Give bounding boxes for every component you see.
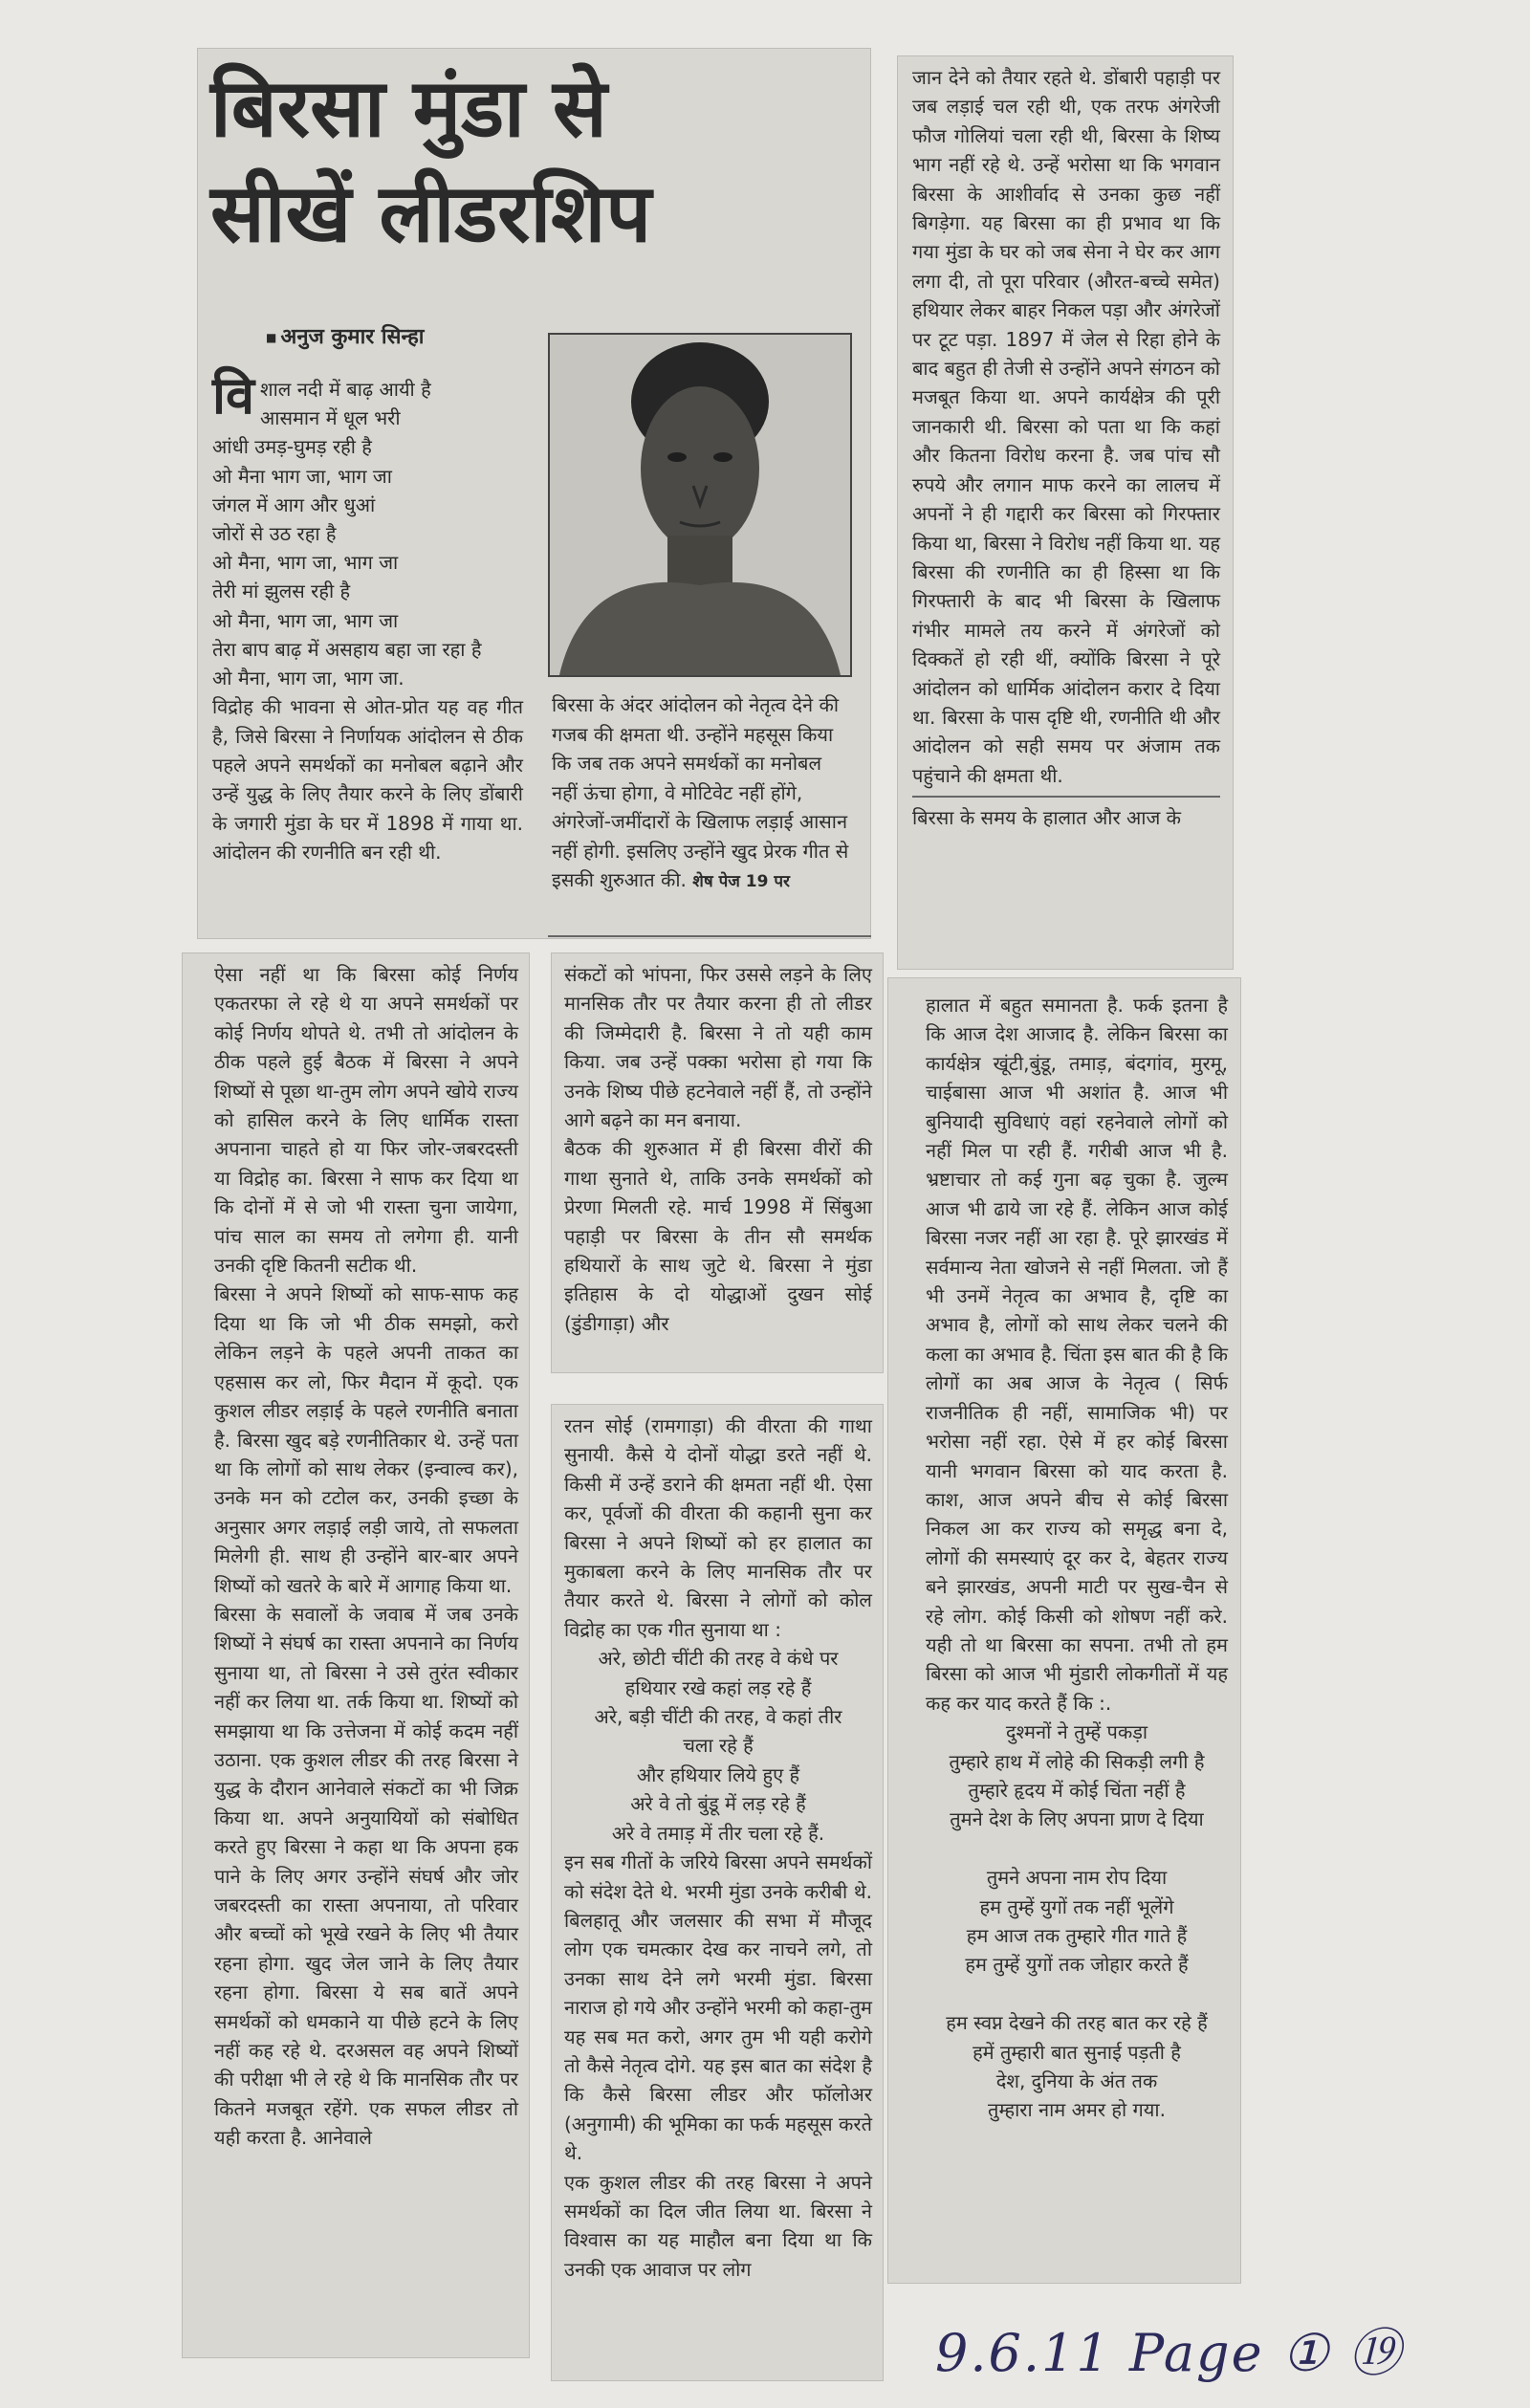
byline: ■ अनुज कुमार सिन्हा (266, 321, 424, 350)
closing-poem-line: तुमने अपना नाम रोप दिया (986, 1866, 1168, 1890)
middle-bottom-text-1: रतन सोई (रामगाड़ा) की वीरता की गाथा सुनायी. कैसे ये दोनों योद्धा डरते नहीं थे. किसी में उन्हें डराने की क्षमता नहीं थी. ऐसा कर, पूर्वजों की वीरता की कहानी सुना कर बिरसा ने अपने शिष्यों को हर हालात का मुकाबला करने के लिए मानसिक तौर पर तैयार करते थे. बिरसा ने लोगों को कोल विद्रोह का एक गीत सुनाया था : (564, 1414, 872, 1641)
closing-poem-line (926, 1980, 1228, 2008)
portrait-image (550, 335, 850, 675)
middle-top-clipping (551, 952, 884, 1373)
headline-line-1: बिरसा मुंडा से (210, 61, 607, 155)
song-line: अरे वे तमाड़ में तीर चला रहे हैं. (611, 1821, 825, 1845)
handwritten-date-note: 9.6.11 Page ① ⑲ (935, 2323, 1403, 2383)
closing-poem-line: हम आज तक तुम्हारे गीत गाते हैं (966, 1924, 1188, 1947)
photo-caption (552, 690, 853, 897)
closing-poem-line: तुम्हारे हाथ में लोहे की सिकड़ी लगी है (949, 1749, 1205, 1773)
right-top-rule (912, 796, 1220, 798)
right-top-clipping (897, 55, 1234, 970)
headline (210, 55, 870, 266)
poem-line: ओ मैना, भाग जा, भाग जा (212, 608, 399, 632)
closing-poem-line (926, 1834, 1228, 1863)
middle-bottom-text-2: इन सब गीतों के जरिये बिरसा अपने समर्थकों को संदेश देते थे. भरमी मुंडा उनके करीबी थे. बिलहातू और जलसार की सभा में मौजूद लोग एक चमत्कार देख कर नाचने लगे, तो उनका साथ देने लगे भरमी मुंडा. बिरसा नाराज हो गये और उन्होंने भरमी को कहा-तुम यह सब मत करो, अगर तुम भी यही करोगे तो कैसे नेतृत्व दोगे. यह इस बात का संदेश है कि कैसे बिरसा लीडर और फॉलोअर (अनुगामी) की भूमिका का फर्क महसूस करते थे. एक कुशल लीडर की तरह बिरसा ने अपने समर्थकों का दिल जीत लिया था. बिरसा ने विश्वास का यह माहौल बना दिया था कि उनकी एक आवाज पर लोग (564, 1850, 872, 2281)
song-line: अरे वे तो बुंडू में लड़ रहे हैं (630, 1792, 806, 1816)
headline-line-2: सीखें लीडरशिप (210, 166, 652, 260)
closing-poem-line: हम तुम्हें युगों तक जोहार करते हैं (965, 1953, 1189, 1977)
poem-line: जंगल में आग और धुआं (212, 493, 376, 516)
continued-note: शेष पेज 19 पर (692, 872, 790, 891)
caption-rule (548, 935, 871, 937)
left-column-clipping (182, 952, 530, 2358)
middle-bottom-clipping (551, 1404, 884, 2381)
right-bottom-text: हालात में बहुत समानता है. फर्क इतना है कि आज देश आजाद है. लेकिन बिरसा का कार्यक्षेत्र खूंटी,बुंडू, तमाड़, बंदगांव, मुरमू, चाईबासा आज भी अशांत है. आज भी बुनियादी सुविधाएं वहां रहनेवाले लोगों को नहीं मिल पा रही हैं. गरीबी आज भी है. भ्रष्टाचार तो कई गुना बढ़ चुका है. जुल्म आज भी ढाये जा रहे हैं. लेकिन आज कोई बिरसा नजर नहीं आ रहा है. पूरे झारखंड में सर्वमान्य नेता खोजने से नहीं मिलता. जो हैं भी उनमें नेतृत्व का अभाव है, दृष्टि का अभाव है, लोगों को साथ लेकर चलने की कला का अभाव है. चिंता इस बात की है कि लोगों का अब आज के नेतृत्व ( सिर्फ राजनीतिक ही नहीं, सामाजिक भी) पर भरोसा नहीं रहा. ऐसे में हर कोई बिरसा यानी भगवान बिरसा को याद करता है. काश, आज अपने बीच से कोई बिरसा निकल आ कर राज्य को समृद्ध बना दे, लोगों की समस्याएं दूर कर दे, बेहतर राज्य बने झारखंड, अपनी माटी पर सुख-चैन से रहे लोग. कोई किसी को शोषण नहीं करे. यही तो था बिरसा का सपना. तभी तो हम बिरसा को आज भी मुंडारी लोकगीतों में यह कह कर याद करते हैं कि :. (926, 994, 1228, 1715)
song-lines (564, 1644, 872, 1848)
left-column-text: ऐसा नहीं था कि बिरसा कोई निर्णय एकतरफा ले रहे थे या अपने समर्थकों पर कोई निर्णय थोपते थे. तभी तो आंदोलन के ठीक पहले हुई बैठक में बिरसा ने अपने शिष्यों से पूछा था-तुम लोग अपने खोये राज्य को हासिल करने के लिए धार्मिक रास्ता अपनाना चाहते हो या फिर जोर-जबरदस्ती या विद्रोह का. बिरसा ने साफ कर दिया था कि दोनों में से जो भी रास्ता चुना जायेगा, पांच साल का समय तो लगेगा ही. यानी उनकी दृष्टि कितनी सटीक थी. बिरसा ने अपने शिष्यों को साफ-साफ कह दिया था कि जो भी ठीक समझो, करो लेकिन लड़ने के पहले अपनी ताकत का एहसास कर लो, फिर मैदान में कूदो. एक कुशल लीडर लड़ाई के पहले रणनीति बनाता है. बिरसा खुद बड़े रणनीतिकार थे. उन्हें पता था कि लोगों को साथ लेकर (इन्वाल्व कर), उनके मन को टटोल कर, उनकी इच्छा के अनुसार अगर लड़ाई लड़ी जाये, तो सफलता मिलेगी ही. साथ ही उन्होंने बार-बार अपने शिष्यों को खतरे के बारे में आगाह किया था. बिरसा के सवालों के जवाब में जब उनके शिष्यों ने संघर्ष का रास्ता अपनाने का निर्णय सुनाया था, तो बिरसा ने उसे तुरंत स्वीकार नहीं कर लिया था. तर्क किया था. शिष्यों को समझाया था कि उत्तेजना में कोई कदम नहीं उठाना. एक कुशल लीडर की तरह बिरसा ने युद्ध के दौरान आनेवाले संकटों का भी जिक्र किया था. अपने अनुयायियों को संबोधित करते हुए बिरसा ने कहा था कि अपना हक पाने के लिए अगर उन्होंने संघर्ष और जोर जबरदस्ती का रास्ता अपनाया, तो परिवार और बच्चों को भूखे रखने के लिए भी तैयार रहना होगा. खुद जेल जाने के लिए तैयार रहना होगा. बिरसा ये सब बातें अपने समर्थकों को धमकाने या पीछे हटने के लिए नहीं कह रहे थे. दरअसल वह अपने शिष्यों की परीक्षा भी ले रहे थे कि मानसिक तौर पर कितने मजबूत रहेंगे. एक सफल लीडर तो यही करता है. आनेवाले (214, 963, 518, 2150)
song-line: अरे, बड़ी चींटी की तरह, वे कहां तीर (594, 1705, 842, 1729)
closing-poem-line: तुमने देश के लिए अपना प्राण दे दिया (950, 1807, 1204, 1831)
poem-line: ओ मैना, भाग जा, भाग जा. (212, 667, 404, 690)
song-line: और हथियार लिये हुए हैं (636, 1762, 800, 1786)
closing-poem-line: हमें तुम्हारी बात सुनाई पड़ती है (973, 2040, 1181, 2064)
opening-poem (212, 365, 523, 867)
closing-poem-line: दुश्मनों ने तुम्हें पकड़ा (1005, 1720, 1148, 1744)
closing-poem (926, 1718, 1228, 2125)
poem-line: आंधी उमड़-घुमड़ रही है (212, 435, 372, 459)
middle-top-text: संकटों को भांपना, फिर उससे लड़ने के लिए मानसिक तौर पर तैयार करना ही तो लीडर की जिम्मेदारी है. बिरसा ने तो यही काम किया. जब उन्हें पक्का भरोसा हो गया कि उनके शिष्य पीछे हटनेवाले नहीं हैं, तो उन्होंने आगे बढ़ने का मन बनाया. बैठक की शुरुआत में ही बिरसा वीरों की गाथा सुनाते थे, ताकि उनके समर्थकों को प्रेरणा मिलती रहे. मार्च 1998 में सिंबुआ पहाड़ी पर बिरसा के तीन सौ समर्थक हथियारों के साथ जुटे थे. बिरसा ने मुंडा इतिहास के दो योद्धाओं दुखन सोई (डुंडीगाड़ा) और (564, 963, 872, 1335)
right-top-text: जान देने को तैयार रहते थे. डोंबारी पहाड़ी पर जब लड़ाई चल रही थी, एक तरफ अंगरेजी फौज गोलियां चला रही थी, बिरसा के शिष्य भाग नहीं रहे थे. उन्हें भरोसा था कि भगवान बिरसा के आशीर्वाद से उनका कुछ नहीं बिगड़ेगा. यह बिरसा का ही प्रभाव था कि गया मुंडा के घर को जब सेना ने घेर कर आग लगा दी, तो पूरा परिवार (औरत-बच्चे समेत) हथियार लेकर बाहर निकल पड़ा और अंगरेजों पर टूट पड़ा. 1897 में जेल से रिहा होने के बाद बहुत ही तेजी से उन्होंने अपने संगठन को मजबूत किया था. अपने कार्यक्षेत्र की पूरी जानकारी थी. बिरसा को पता था कि कहां और कितना विरोध करना है. जब पांच सौ रुपये और लगान माफ करने का लालच में अपनों ने ही गद्दारी कर बिरसा को गिरफ्तार किया था, बिरसा ने विरोध नहीं किया था. यह बिरसा की रणनीति का ही हिस्सा था कि गिरफ्तारी के बाद भी बिरसा के खिलाफ गंभीर मामले तय करने में अंगरेजों को दिक्कतें हो रही थीं, क्योंकि बिरसा ने पूरे आंदोलन को धार्मिक आंदोलन करार दे दिया था. बिरसा के पास दृष्टि थी, रणनीति थी और आंदोलन को सही समय पर अंजाम तक पहुंचाने की क्षमता थी. (912, 66, 1220, 787)
poem-line: तेरी मां झुलस रही है (212, 580, 351, 603)
right-bottom-clipping (887, 977, 1241, 2284)
drop-cap: वि (212, 365, 255, 426)
song-line: अरे, छोटी चींटी की तरह वे कंधे पर (598, 1647, 839, 1671)
poem-line: शाल नदी में बाढ़ आयी है (260, 378, 431, 401)
closing-poem-line: तुम्हारा नाम अमर हो गया. (988, 2098, 1166, 2122)
song-line: हथियार रखे कहां लड़ रहे हैं (624, 1675, 812, 1699)
poem-line: ओ मैना भाग जा, भाग जा (212, 464, 392, 488)
right-top-tail: बिरसा के समय के हालात और आज के (912, 806, 1182, 830)
closing-poem-line: देश, दुनिया के अंत तक (995, 2069, 1158, 2093)
poem-lines (212, 365, 523, 692)
poem-line: तेरा बाप बाढ़ में असहाय बहा जा रहा है (212, 637, 482, 661)
poem-line: जोरों से उठ रहा है (212, 522, 337, 546)
poem-line: आसमान में धूल भरी (260, 406, 401, 430)
caption-text: बिरसा के अंदर आंदोलन को नेतृत्व देने की गजब की क्षमता थी. उन्होंने महसूस किया कि जब तक अपने समर्थकों का मनोबल नहीं ऊंचा होगा, वे मोटिवेट नहीं होंगे, अंगरेजों-जमींदारों के खिलाफ लड़ाई आसान नहीं होगी. इसलिए उन्होंने खुद प्रेरक गीत से इसकी शुरुआत की. (552, 693, 849, 891)
poem-paragraph: विद्रोह की भावना से ओत-प्रोत यह वह गीत है, जिसे बिरसा ने निर्णायक आंदोलन से ठीक पहले अपने समर्थकों का मनोबल बढ़ाने और उन्हें युद्ध के लिए तैयार करने के लिए डोंबारी के जगारी मुंडा के घर में 1898 में गाया था. आंदोलन की रणनीति बन रही थी. (212, 695, 523, 865)
closing-poem-line: हम स्वप्न देखने की तरह बात कर रहे हैं (946, 2011, 1208, 2035)
closing-poem-line: तुम्हारे हृदय में कोई चिंता नहीं है (968, 1778, 1186, 1802)
song-line: चला रहे हैं (683, 1734, 754, 1758)
closing-poem-line: हम तुम्हें युगों तक नहीं भूलेंगे (979, 1894, 1174, 1918)
poem-line: ओ मैना, भाग जा, भाग जा (212, 551, 399, 575)
birsa-munda-photo (548, 333, 852, 677)
